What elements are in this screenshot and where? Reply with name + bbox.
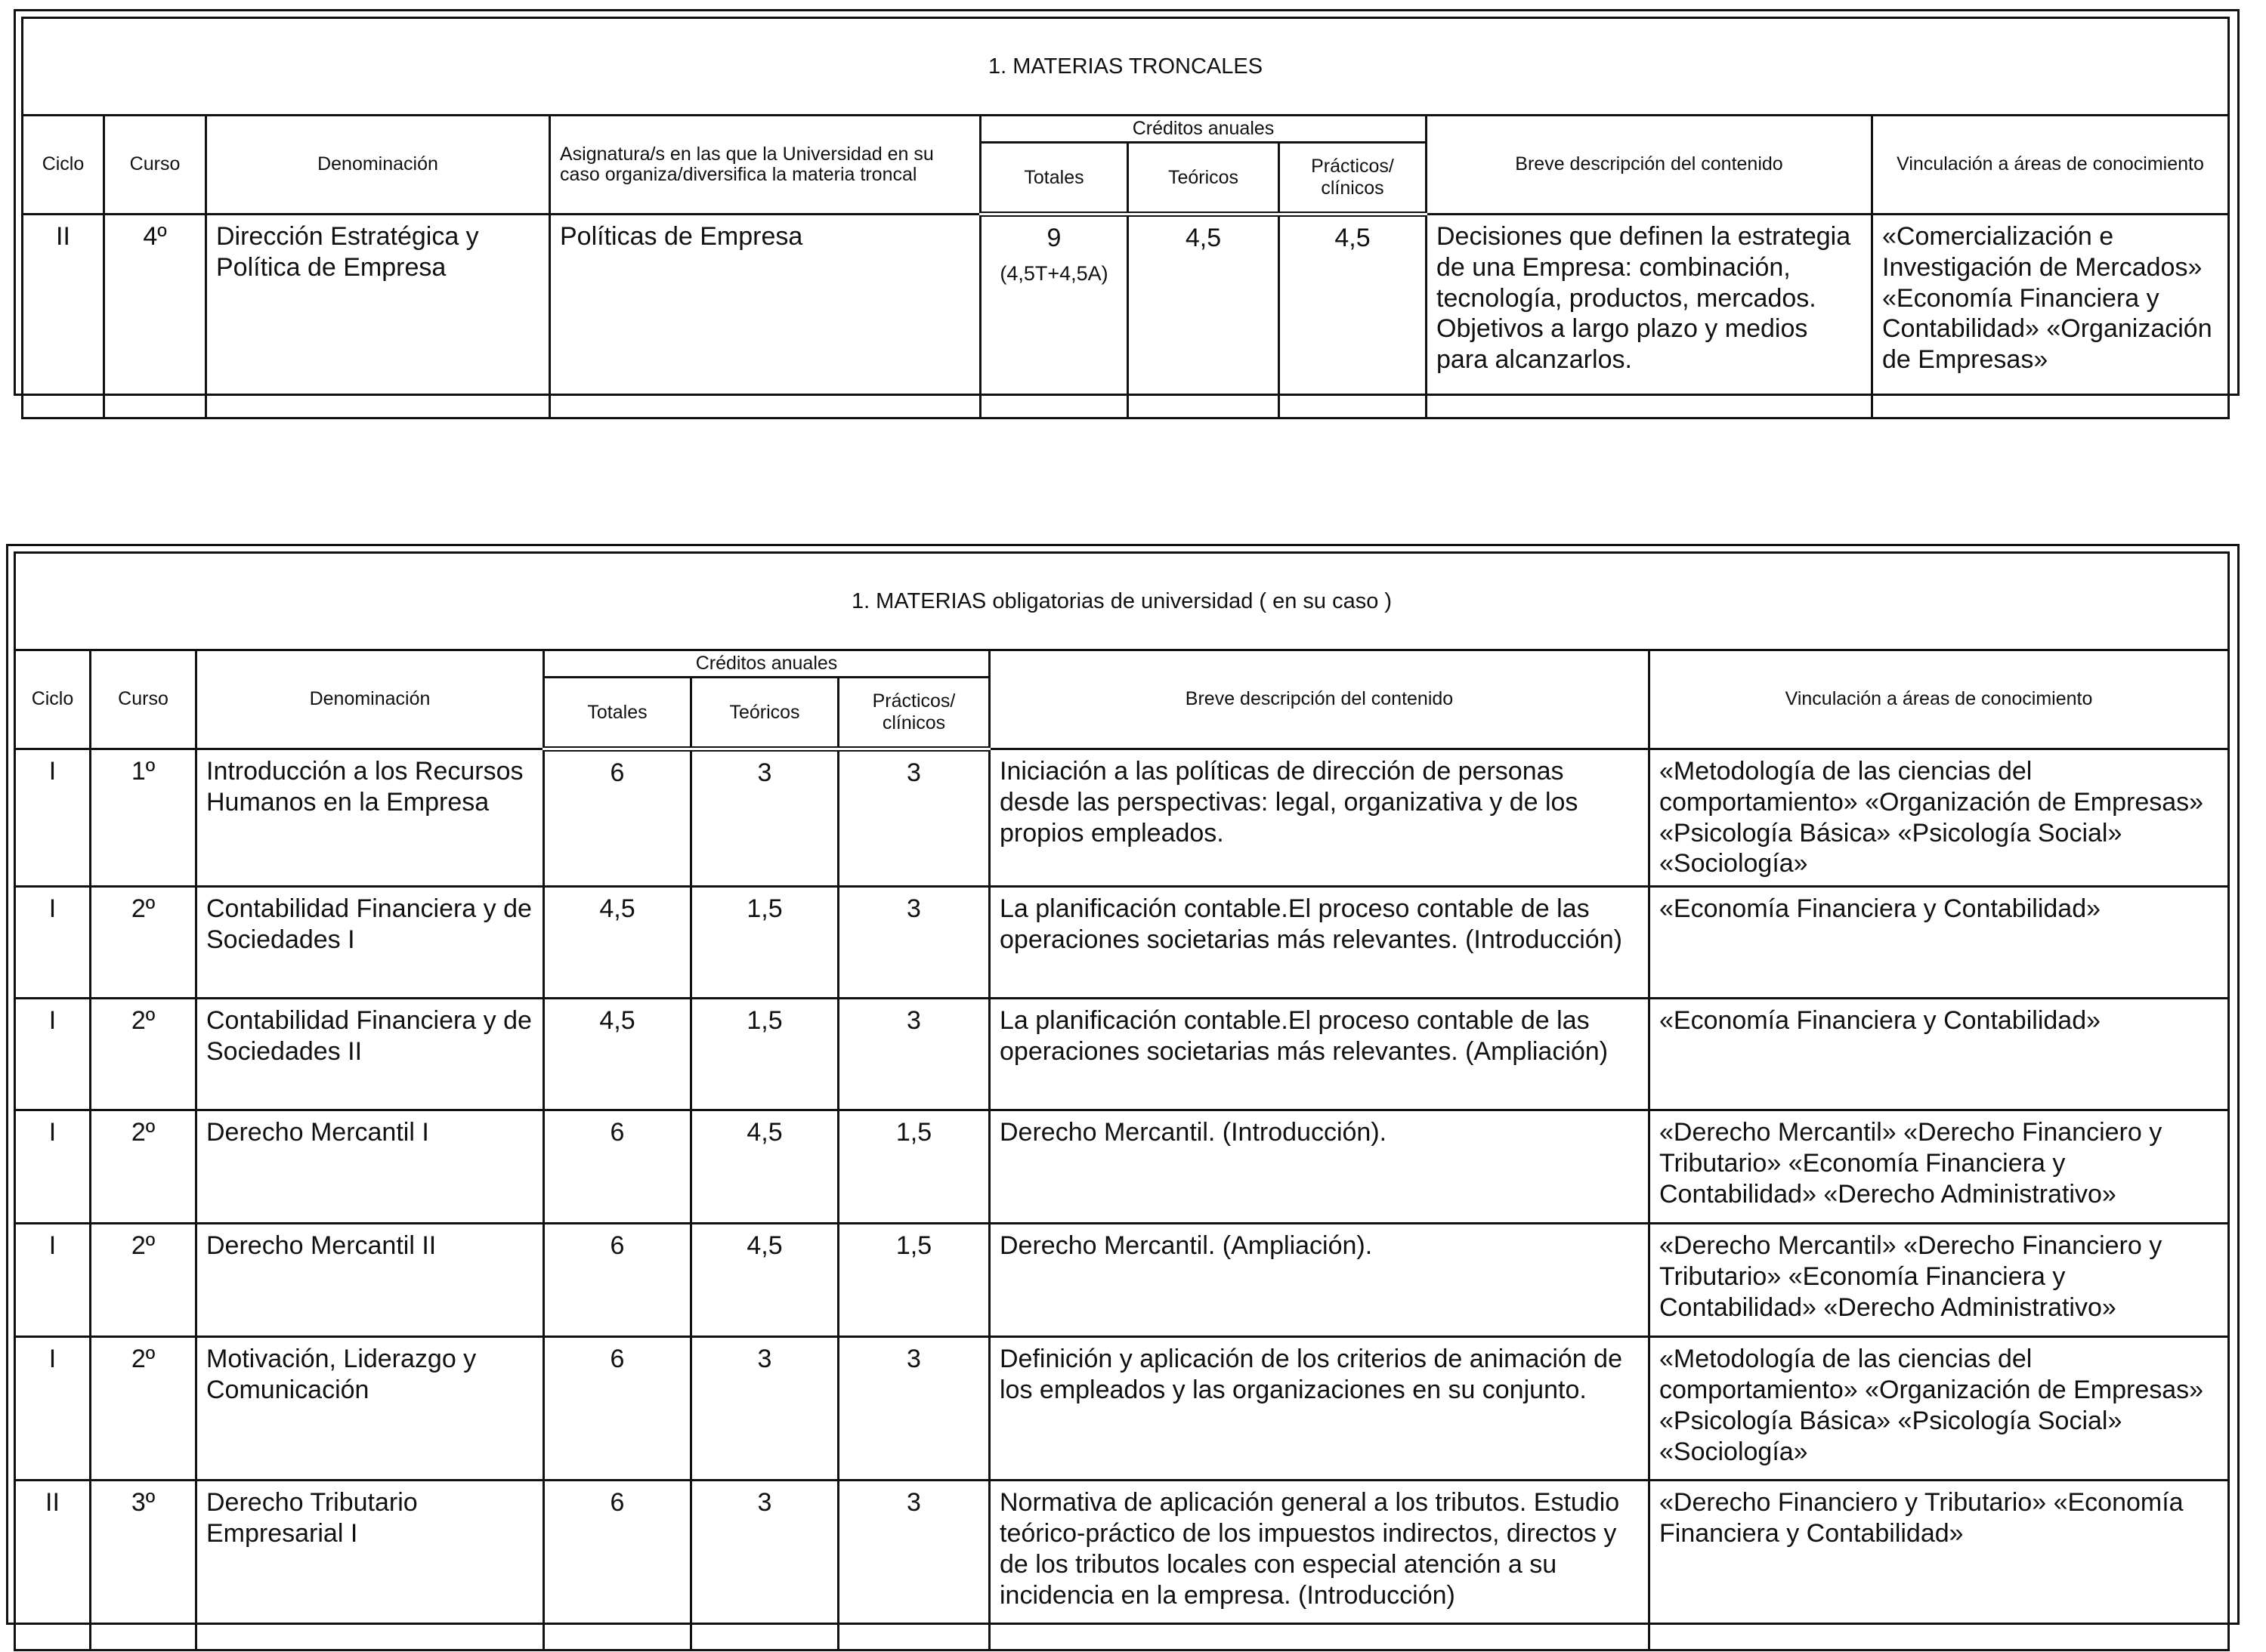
cell-vinculacion: «Derecho Mercantil» «Derecho Financiero y Tributario» «Economía Financiera y Contabilidad» «Derecho Administrativo» bbox=[1649, 1110, 2229, 1224]
cell-descripcion: Definición y aplicación de los criterios de animación de los empleados y las organizaciones en su conjunto. bbox=[990, 1337, 1649, 1481]
obligatorias-table bbox=[14, 551, 2230, 1651]
cell-denominacion: Motivación, Liderazgo y Comunicación bbox=[196, 1337, 544, 1481]
cell-descripcion: Derecho Mercantil. (Introducción). bbox=[990, 1110, 1649, 1224]
cell-teoricos: 4,5 bbox=[691, 1110, 839, 1224]
cell-ciclo: I bbox=[15, 749, 91, 887]
header-practicos: Prácticos/ clínicos bbox=[1279, 143, 1427, 215]
header-ciclo: Ciclo bbox=[15, 650, 91, 749]
cell-ciclo: I bbox=[15, 1224, 91, 1337]
cell-curso: 2º bbox=[91, 1110, 196, 1224]
cell-denominacion: Contabilidad Financiera y de Sociedades II bbox=[196, 999, 544, 1110]
cell-vinculacion: «Metodología de las ciencias del comportamiento» «Organización de Empresas» «Psicología Básica» «Psicología Social» «Sociología» bbox=[1649, 1337, 2229, 1481]
cell-teoricos: 3 bbox=[691, 1481, 839, 1650]
header-denominacion: Denominación bbox=[206, 116, 550, 215]
header-curso: Curso bbox=[91, 650, 196, 749]
cell-totales: 4,5 bbox=[544, 887, 691, 999]
header-totales: Totales bbox=[544, 678, 691, 749]
cell-denominacion: Contabilidad Financiera y de Sociedades I bbox=[196, 887, 544, 999]
table-row bbox=[15, 1481, 2229, 1650]
table-row bbox=[15, 1110, 2229, 1224]
cell-practicos: 3 bbox=[839, 1481, 990, 1650]
header-vinculacion: Vinculación a áreas de conocimiento bbox=[1649, 650, 2229, 749]
cell-ciclo: I bbox=[15, 1337, 91, 1481]
cell-vinculacion: «Derecho Financiero y Tributario» «Economía Financiera y Contabilidad» bbox=[1649, 1481, 2229, 1650]
cell-practicos: 3 bbox=[839, 1337, 990, 1481]
cell-totales: 6 bbox=[544, 749, 691, 887]
troncales-title: 1. MATERIAS TRONCALES bbox=[23, 18, 2229, 116]
header-practicos: Prácticos/ clínicos bbox=[839, 678, 990, 749]
cell-vinculacion: «Derecho Mercantil» «Derecho Financiero y Tributario» «Economía Financiera y Contabilidad» «Derecho Administrativo» bbox=[1649, 1224, 2229, 1337]
table-row bbox=[15, 1337, 2229, 1481]
cell-vinculacion: «Economía Financiera y Contabilidad» bbox=[1649, 887, 2229, 999]
cell-curso: 4º bbox=[104, 215, 206, 418]
cell-descripcion: Iniciación a las políticas de dirección de personas desde las perspectivas: legal, organizativa y de los propios empleados. bbox=[990, 749, 1649, 887]
cell-denominacion: Derecho Tributario Empresarial I bbox=[196, 1481, 544, 1650]
header-curso: Curso bbox=[104, 116, 206, 215]
table-row bbox=[15, 749, 2229, 887]
cell-totales: 6 bbox=[544, 1337, 691, 1481]
cell-totales: 6 bbox=[544, 1481, 691, 1650]
header-ciclo: Ciclo bbox=[23, 116, 104, 215]
cell-practicos: 3 bbox=[839, 749, 990, 887]
header-teoricos: Teóricos bbox=[691, 678, 839, 749]
cell-totales: 6 bbox=[544, 1110, 691, 1224]
totales-note: (4,5T+4,5A) bbox=[1000, 261, 1108, 285]
header-creditos-anuales: Créditos anuales bbox=[544, 650, 990, 678]
cell-denominacion: Dirección Estratégica y Política de Empresa bbox=[206, 215, 550, 418]
header-asignaturas: Asignatura/s en las que la Universidad en su caso organiza/diversifica la materia troncal bbox=[550, 116, 981, 215]
cell-curso: 1º bbox=[91, 749, 196, 887]
cell-descripcion: Decisiones que definen la estrategia de una Empresa: combinación, tecnología, productos, mercados. Objetivos a largo plazo y medios para alcanzarlos. bbox=[1427, 215, 1872, 418]
troncales-table bbox=[21, 17, 2230, 419]
cell-ciclo: II bbox=[23, 215, 104, 418]
cell-totales: 6 bbox=[544, 1224, 691, 1337]
cell-practicos: 1,5 bbox=[839, 1224, 990, 1337]
cell-denominacion: Derecho Mercantil I bbox=[196, 1110, 544, 1224]
header-descripcion: Breve descripción del contenido bbox=[1427, 116, 1872, 215]
cell-practicos: 3 bbox=[839, 887, 990, 999]
cell-ciclo: II bbox=[15, 1481, 91, 1650]
cell-teoricos: 1,5 bbox=[691, 887, 839, 999]
table-row bbox=[15, 999, 2229, 1110]
cell-teoricos: 3 bbox=[691, 749, 839, 887]
cell-teoricos: 1,5 bbox=[691, 999, 839, 1110]
header-vinculacion: Vinculación a áreas de conocimiento bbox=[1872, 116, 2229, 215]
cell-teoricos: 3 bbox=[691, 1337, 839, 1481]
cell-teoricos: 4,5 bbox=[1128, 215, 1279, 418]
cell-totales bbox=[981, 215, 1128, 418]
cell-descripcion: Normativa de aplicación general a los tributos. Estudio teórico-práctico de los impuestos indirectos, directos y de los tributos locales con especial atención a su incidencia en la empresa. (Introducción) bbox=[990, 1481, 1649, 1650]
cell-ciclo: I bbox=[15, 1110, 91, 1224]
cell-totales: 4,5 bbox=[544, 999, 691, 1110]
table-row bbox=[23, 215, 2229, 418]
cell-practicos: 1,5 bbox=[839, 1110, 990, 1224]
cell-vinculacion: «Comercialización e Investigación de Mercados» «Economía Financiera y Contabilidad» «Organización de Empresas» bbox=[1872, 215, 2229, 418]
header-teoricos: Teóricos bbox=[1128, 143, 1279, 215]
cell-ciclo: I bbox=[15, 887, 91, 999]
table-row bbox=[15, 887, 2229, 999]
cell-curso: 3º bbox=[91, 1481, 196, 1650]
cell-teoricos: 4,5 bbox=[691, 1224, 839, 1337]
cell-ciclo: I bbox=[15, 999, 91, 1110]
cell-vinculacion: «Metodología de las ciencias del comportamiento» «Organización de Empresas» «Psicología Básica» «Psicología Social» «Sociología» bbox=[1649, 749, 2229, 887]
cell-curso: 2º bbox=[91, 1224, 196, 1337]
cell-curso: 2º bbox=[91, 1337, 196, 1481]
cell-descripcion: La planificación contable.El proceso contable de las operaciones societarias más relevantes. (Introducción) bbox=[990, 887, 1649, 999]
totales-value: 9 bbox=[1046, 224, 1062, 252]
cell-descripcion: La planificación contable.El proceso contable de las operaciones societarias más relevantes. (Ampliación) bbox=[990, 999, 1649, 1110]
cell-vinculacion: «Economía Financiera y Contabilidad» bbox=[1649, 999, 2229, 1110]
cell-curso: 2º bbox=[91, 999, 196, 1110]
cell-curso: 2º bbox=[91, 887, 196, 999]
cell-practicos: 4,5 bbox=[1279, 215, 1427, 418]
cell-asignatura: Políticas de Empresa bbox=[550, 215, 981, 418]
cell-denominacion: Derecho Mercantil II bbox=[196, 1224, 544, 1337]
obligatorias-title: 1. MATERIAS obligatorias de universidad ( en su caso ) bbox=[15, 553, 2229, 650]
cell-descripcion: Derecho Mercantil. (Ampliación). bbox=[990, 1224, 1649, 1337]
cell-practicos: 3 bbox=[839, 999, 990, 1110]
header-totales: Totales bbox=[981, 143, 1128, 215]
cell-denominacion: Introducción a los Recursos Humanos en la Empresa bbox=[196, 749, 544, 887]
header-descripcion: Breve descripción del contenido bbox=[990, 650, 1649, 749]
header-denominacion: Denominación bbox=[196, 650, 544, 749]
header-creditos-anuales: Créditos anuales bbox=[981, 116, 1427, 143]
table-row bbox=[15, 1224, 2229, 1337]
